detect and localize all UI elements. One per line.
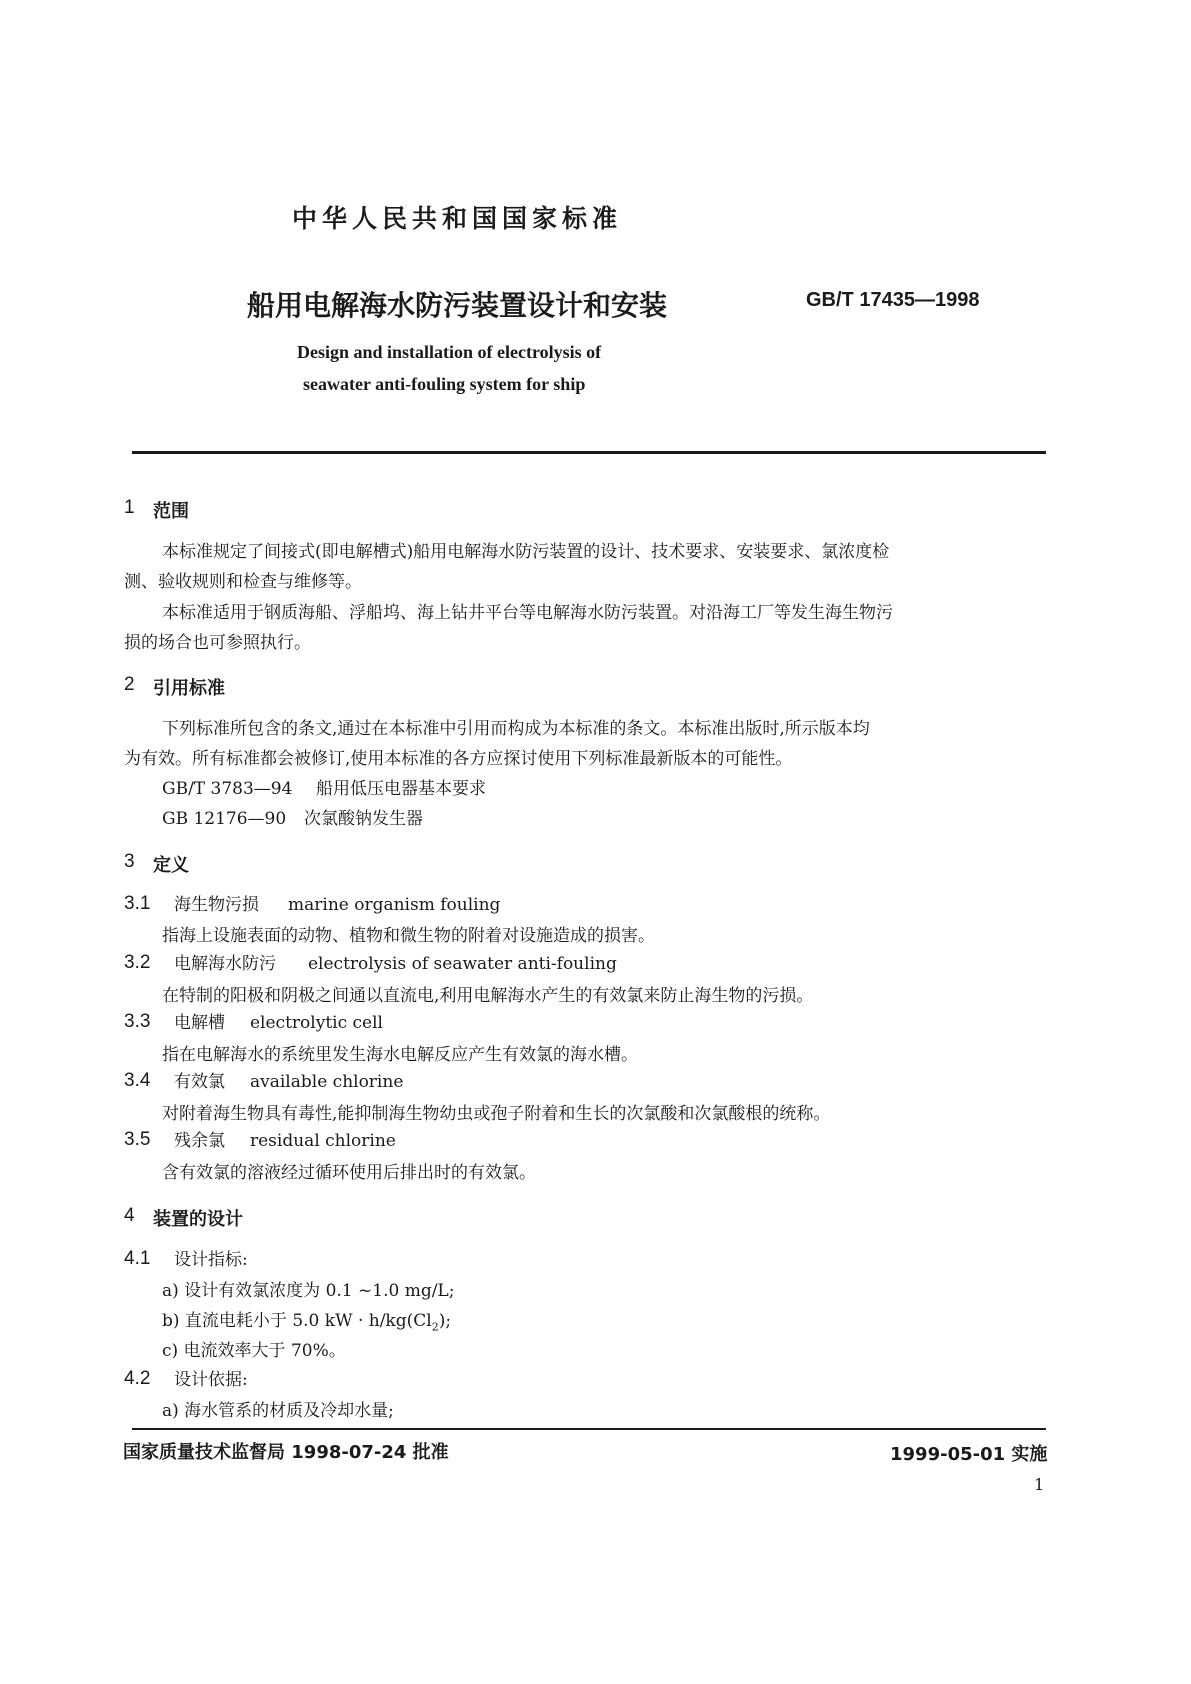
section-1-para-1-line-2: 测、验收规则和检查与维修等。 xyxy=(124,572,362,592)
document-title-en-line2: seawater anti-fouling system for ship xyxy=(303,374,586,394)
page-number: 1 xyxy=(1034,1475,1045,1494)
definition-3-5-en: residual chlorine xyxy=(250,1131,396,1151)
section-4-title: 装置的设计 xyxy=(153,1209,243,1230)
definition-3-5-term: 残余氯 xyxy=(174,1131,225,1151)
implementation-date: 1999-05-01 实施 xyxy=(890,1444,1048,1465)
definition-3-2-en: electrolysis of seawater anti-fouling xyxy=(308,954,617,974)
definition-3-4-term: 有效氯 xyxy=(174,1072,225,1092)
section-2-number: 2 xyxy=(124,674,135,695)
document-title-en-line1: Design and installation of electrolysis of xyxy=(297,342,602,362)
clause-4-2-item-a: a) 海水管系的材质及冷却水量; xyxy=(162,1401,394,1421)
definition-3-3-number: 3.3 xyxy=(124,1011,151,1032)
reference-2-code: GB 12176—90 xyxy=(162,809,287,829)
clause-4-1-item-a: a) 设计有效氯浓度为 0.1 ~1.0 mg/L; xyxy=(162,1281,455,1301)
section-1-para-2-line-1: 本标准适用于钢质海船、浮船坞、海上钻井平台等电解海水防污装置。对沿海工厂等发生海生物污 xyxy=(162,603,893,623)
section-1-para-1-line-1: 本标准规定了间接式(即电解槽式)船用电解海水防污装置的设计、技术要求、安装要求、氯浓度检 xyxy=(162,542,890,562)
definition-3-3-en: electrolytic cell xyxy=(250,1013,383,1033)
clause-4-2-title: 设计依据: xyxy=(174,1370,248,1390)
section-2-para-line-1: 下列标准所包含的条文,通过在本标准中引用而构成为本标准的条文。本标准出版时,所示版本均 xyxy=(162,719,870,739)
section-2-para-line-2: 为有效。所有标准都会被修订,使用本标准的各方应探讨使用下列标准最新版本的可能性。 xyxy=(124,749,793,769)
section-2-title: 引用标准 xyxy=(153,678,225,699)
definition-3-3-term: 电解槽 xyxy=(174,1013,225,1033)
definition-3-4-number: 3.4 xyxy=(124,1070,151,1091)
clause-4-1-title: 设计指标: xyxy=(174,1250,248,1270)
definition-3-4-en: available chlorine xyxy=(250,1072,404,1092)
section-4-number: 4 xyxy=(124,1205,135,1226)
definition-3-1-term: 海生物污损 xyxy=(174,895,259,915)
standard-code: GB/T 17435—1998 xyxy=(806,289,980,311)
section-3-title: 定义 xyxy=(153,855,189,876)
definition-3-2-number: 3.2 xyxy=(124,952,151,973)
header-divider xyxy=(132,451,1046,454)
clause-4-1-item-b: b) 直流电耗小于 5.0 kW · $h/kg(Cl_2)$; xyxy=(162,1311,452,1334)
section-3-number: 3 xyxy=(124,851,135,872)
section-1-title: 范围 xyxy=(153,501,189,522)
approval-line: 国家质量技术监督局 1998-07-24 批准 xyxy=(123,1442,449,1463)
definition-3-3-text: 指在电解海水的系统里发生海水电解反应产生有效氯的海水槽。 xyxy=(162,1045,638,1065)
section-1-number: 1 xyxy=(124,497,135,518)
definition-3-2-term: 电解海水防污 xyxy=(174,954,276,974)
definition-3-1-number: 3.1 xyxy=(124,893,151,914)
national-standard-heading: 中华人民共和国国家标准 xyxy=(292,204,623,233)
document-title-cn: 船用电解海水防污装置设计和安装 xyxy=(247,289,668,322)
clause-4-1-item-c: c) 电流效率大于 70%。 xyxy=(162,1341,346,1361)
definition-3-2-text: 在特制的阳极和阴极之间通以直流电,利用电解海水产生的有效氯来防止海生物的污损。 xyxy=(162,986,814,1006)
section-1-para-2-line-2: 损的场合也可参照执行。 xyxy=(124,633,311,653)
definition-3-1-text: 指海上设施表面的动物、植物和微生物的附着对设施造成的损害。 xyxy=(162,926,655,946)
reference-1-title: 船用低压电器基本要求 xyxy=(316,779,486,799)
clause-4-2-number: 4.2 xyxy=(124,1368,151,1389)
clause-4-1-number: 4.1 xyxy=(124,1248,151,1269)
footer-divider xyxy=(132,1428,1046,1430)
definition-3-4-text: 对附着海生物具有毒性,能抑制海生物幼虫或孢子附着和生长的次氯酸和次氯酸根的统称。 xyxy=(162,1104,831,1124)
reference-2-title: 次氯酸钠发生器 xyxy=(304,809,423,829)
reference-1-code: GB/T 3783—94 xyxy=(162,779,293,799)
definition-3-1-en: marine organism fouling xyxy=(288,895,501,915)
definition-3-5-number: 3.5 xyxy=(124,1129,151,1150)
definition-3-5-text: 含有效氯的溶液经过循环使用后排出时的有效氯。 xyxy=(162,1163,536,1183)
